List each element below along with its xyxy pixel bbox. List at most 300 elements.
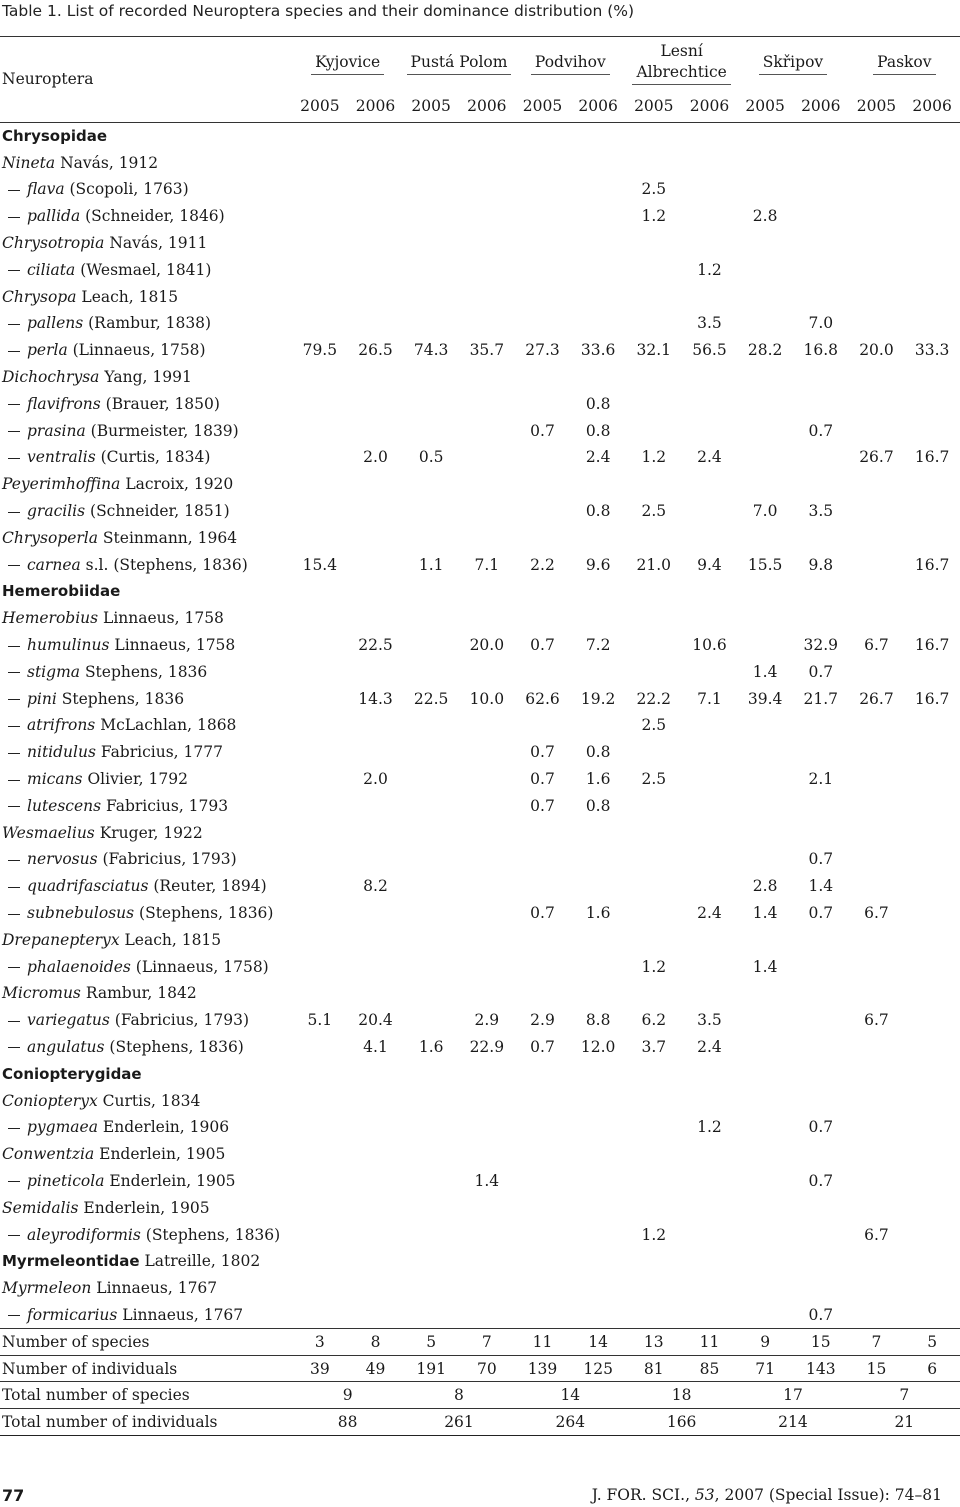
genus-name: Peyerimhoffina (2, 475, 121, 494)
value-cell (403, 390, 459, 417)
value-cell (348, 1221, 404, 1248)
value-cell (459, 390, 515, 417)
value-cell (403, 203, 459, 230)
value-cell (904, 1034, 960, 1061)
value-cell (292, 900, 348, 927)
value-cell (459, 1114, 515, 1141)
value-cell: 20.0 (859, 341, 894, 360)
genus-label (0, 283, 292, 310)
species-label (0, 1302, 292, 1329)
value-cell (570, 873, 626, 900)
author: (Burmeister, 1839) (85, 421, 239, 440)
species-label (0, 1034, 292, 1061)
dash-icon (8, 190, 20, 191)
value-cell: 22.2 (636, 689, 672, 708)
species-name: subnebulosus (27, 904, 135, 922)
author: Lacroix, 1920 (120, 475, 234, 494)
value-cell: 1.4 (808, 877, 834, 896)
value-cell (849, 1302, 905, 1329)
value-cell (570, 712, 626, 739)
species-label (0, 417, 292, 444)
value-cell (904, 739, 960, 766)
value-cell (515, 846, 571, 873)
value-cell (793, 1221, 849, 1248)
value-cell (515, 953, 571, 980)
species-row (0, 176, 960, 203)
value-cell (904, 390, 960, 417)
genus-label (0, 1275, 292, 1302)
genus-row (0, 283, 960, 310)
species-label (0, 873, 292, 900)
value-cell (737, 417, 793, 444)
value-cell (904, 176, 960, 203)
value-cell (348, 846, 404, 873)
author: Navás, 1912 (55, 153, 159, 172)
species-label (0, 551, 292, 578)
value-cell (570, 203, 626, 230)
value-cell: 22.9 (469, 1037, 505, 1056)
value-cell (793, 953, 849, 980)
value-cell (292, 498, 348, 525)
value-cell (292, 310, 348, 337)
value-cell (682, 846, 738, 873)
value-cell: 2.9 (474, 1011, 500, 1030)
author: (Fabricius, 1793) (109, 1011, 250, 1030)
summary-cell: 15 (866, 1359, 887, 1378)
value-cell (682, 1302, 738, 1329)
site-header: Lesní Albrechtice (626, 36, 737, 90)
dash-icon (8, 887, 20, 888)
table-caption: Table 1. List of recorded Neuroptera species and their dominance distribution (%) (2, 2, 635, 20)
value-cell (570, 1221, 626, 1248)
author: Rambur, 1842 (80, 984, 197, 1003)
journal-reference: J. FOR. SCI., 53, 2007 (Special Issue): 74–81 (591, 1486, 942, 1504)
value-cell (570, 1114, 626, 1141)
value-cell (793, 739, 849, 766)
value-cell (682, 739, 738, 766)
species-row (0, 337, 960, 364)
species-name: gracilis (27, 502, 86, 521)
genus-row (0, 471, 960, 498)
value-cell: 1.4 (752, 662, 778, 681)
value-cell: 0.7 (530, 796, 555, 815)
value-cell: 0.8 (585, 394, 611, 413)
value-cell (515, 498, 571, 525)
author: Enderlein, 1905 (94, 1145, 226, 1164)
genus-label (0, 605, 292, 632)
total-cell: 88 (337, 1413, 358, 1432)
species-row (0, 900, 960, 927)
year-header: 2006 (578, 97, 618, 115)
value-cell: 22.5 (358, 636, 393, 655)
species-name: stigma (27, 662, 81, 681)
species-label (0, 498, 292, 525)
value-cell: 32.1 (636, 341, 672, 360)
species-row (0, 873, 960, 900)
value-cell (459, 739, 515, 766)
value-cell (515, 256, 571, 283)
value-cell (292, 766, 348, 793)
value-cell: 26.7 (859, 448, 894, 467)
value-cell: 0.7 (530, 421, 555, 440)
value-cell (626, 310, 682, 337)
genus-row (0, 819, 960, 846)
species-label (0, 337, 292, 364)
summary-cell: 8 (370, 1332, 381, 1351)
family-row (0, 1060, 960, 1087)
summary-row (0, 1328, 960, 1355)
value-cell (737, 1034, 793, 1061)
value-cell: 21.0 (636, 555, 672, 574)
species-name: formicarius (27, 1305, 118, 1324)
dash-icon (8, 726, 20, 727)
author: McLachlan, 1868 (95, 716, 237, 735)
value-cell: 0.7 (808, 1171, 834, 1190)
dash-icon (8, 1181, 20, 1182)
value-cell: 0.8 (585, 743, 611, 762)
genus-row (0, 1194, 960, 1221)
value-cell (570, 310, 626, 337)
value-cell (682, 712, 738, 739)
value-cell (737, 1221, 793, 1248)
dash-icon (8, 1235, 20, 1236)
year-header: 2005 (634, 97, 674, 115)
species-name: angulatus (27, 1037, 105, 1056)
value-cell (904, 873, 960, 900)
value-cell (682, 658, 738, 685)
value-cell: 3.5 (808, 502, 834, 521)
value-cell (849, 953, 905, 980)
species-name: carnea (27, 555, 81, 574)
author: (Fabricius, 1793) (97, 850, 237, 869)
year-header: 2006 (355, 97, 396, 115)
author: Kruger, 1922 (94, 823, 203, 842)
value-cell: 16.7 (914, 636, 950, 655)
value-cell (682, 417, 738, 444)
value-cell: 2.0 (363, 770, 388, 789)
species-label (0, 1221, 292, 1248)
value-cell (348, 551, 404, 578)
species-name: prasina (27, 421, 86, 440)
value-cell: 7.1 (697, 689, 722, 708)
value-cell: 15.5 (747, 555, 783, 574)
summary-cell: 14 (588, 1332, 608, 1351)
value-cell (849, 498, 905, 525)
value-cell (904, 1221, 960, 1248)
value-cell: 19.2 (580, 689, 616, 708)
summary-cell: 13 (643, 1332, 664, 1351)
value-cell (348, 1168, 404, 1195)
total-cell: 166 (666, 1413, 697, 1432)
author: Stephens, 1836 (80, 662, 208, 681)
year-header: 2006 (912, 97, 952, 115)
value-cell (626, 873, 682, 900)
value-cell (793, 203, 849, 230)
value-cell (737, 390, 793, 417)
summary-cell: 3 (314, 1332, 325, 1351)
family-row (0, 123, 960, 150)
family-label (0, 578, 292, 605)
value-cell: 6.7 (864, 636, 889, 655)
species-row (0, 444, 960, 471)
value-cell (292, 203, 348, 230)
value-cell (904, 846, 960, 873)
value-cell (403, 417, 459, 444)
value-cell: 7.1 (474, 555, 500, 574)
value-cell: 6.7 (864, 1225, 889, 1244)
value-cell: 28.2 (747, 341, 783, 360)
value-cell (348, 1114, 404, 1141)
value-cell: 32.9 (803, 636, 839, 655)
value-cell (403, 792, 459, 819)
value-cell (403, 900, 459, 927)
value-cell: 4.1 (363, 1037, 388, 1056)
species-name: variegatus (27, 1011, 110, 1030)
genus-name: Hemerobius (2, 609, 99, 628)
value-cell: 7.0 (752, 502, 778, 521)
author: Fabricius, 1793 (101, 796, 229, 815)
genus-name: Coniopteryx (2, 1091, 98, 1110)
value-cell (682, 1221, 738, 1248)
dash-icon (8, 458, 20, 459)
species-label (0, 953, 292, 980)
species-label (0, 739, 292, 766)
value-cell (682, 873, 738, 900)
dash-icon (8, 1128, 20, 1129)
value-cell: 3.7 (641, 1037, 667, 1056)
summary-cell: 191 (416, 1359, 446, 1378)
value-cell (348, 310, 404, 337)
page-number: 77 (2, 1486, 25, 1505)
value-cell (459, 953, 515, 980)
value-cell: 0.7 (808, 662, 834, 681)
species-label (0, 766, 292, 793)
value-cell (292, 873, 348, 900)
summary-cell: 70 (476, 1359, 497, 1378)
site-header: Pustá Polom (403, 36, 514, 90)
value-cell (403, 1168, 459, 1195)
total-cell: 264 (555, 1413, 586, 1432)
value-cell (515, 1114, 571, 1141)
value-cell (403, 873, 459, 900)
summary-cell: 15 (810, 1332, 831, 1351)
value-cell (904, 1007, 960, 1034)
value-cell (737, 444, 793, 471)
species-row (0, 739, 960, 766)
value-cell (348, 900, 404, 927)
value-cell (626, 846, 682, 873)
family-name: Hemerobiidae (2, 582, 121, 601)
genus-label (0, 1194, 292, 1221)
total-cell: 14 (560, 1386, 581, 1405)
author: (Rambur, 1838) (83, 314, 212, 333)
value-cell (348, 203, 404, 230)
value-cell (515, 176, 571, 203)
value-cell (904, 203, 960, 230)
value-cell (403, 310, 459, 337)
value-cell (403, 846, 459, 873)
value-cell (570, 176, 626, 203)
value-cell (904, 310, 960, 337)
value-cell: 2.4 (697, 904, 722, 922)
value-cell (682, 1168, 738, 1195)
site-header: Podvihov (515, 36, 626, 90)
value-cell (515, 310, 571, 337)
total-cell: 9 (342, 1386, 353, 1405)
row-label-header: Neuroptera (2, 70, 94, 88)
author: Olivier, 1792 (82, 770, 188, 789)
value-cell (737, 792, 793, 819)
value-cell (515, 444, 571, 471)
summary-label: Number of species (2, 1332, 150, 1351)
species-label (0, 685, 292, 712)
value-cell: 3.5 (697, 314, 722, 333)
year-header: 2006 (689, 97, 730, 115)
value-cell (904, 953, 960, 980)
species-label (0, 1168, 292, 1195)
value-cell (292, 658, 348, 685)
author: Stephens, 1836 (56, 689, 185, 708)
value-cell (626, 739, 682, 766)
value-cell (737, 1302, 793, 1329)
value-cell: 1.2 (641, 207, 667, 226)
value-cell (793, 256, 849, 283)
genus-label (0, 364, 292, 391)
author: (Linnaeus, 1758) (130, 957, 269, 976)
value-cell (515, 658, 571, 685)
dash-icon (8, 646, 20, 647)
species-name: flava (27, 180, 65, 199)
value-cell (348, 792, 404, 819)
value-cell: 0.8 (585, 502, 611, 521)
genus-name: Nineta (2, 153, 56, 172)
species-row (0, 1168, 960, 1195)
value-cell (793, 792, 849, 819)
author: (Curtis, 1834) (95, 448, 211, 467)
value-cell (737, 846, 793, 873)
value-cell (849, 1034, 905, 1061)
total-cell: 7 (899, 1386, 910, 1405)
species-row (0, 846, 960, 873)
value-cell: 3.5 (697, 1011, 722, 1030)
value-cell (459, 1302, 515, 1329)
value-cell: 0.7 (530, 743, 555, 762)
total-label: Total number of species (2, 1386, 190, 1405)
author: (Wesmael, 1841) (75, 260, 212, 279)
value-cell (403, 766, 459, 793)
value-cell (737, 310, 793, 337)
total-cell: 18 (671, 1386, 692, 1405)
genus-name: Drepanepteryx (2, 930, 120, 949)
value-cell (515, 873, 571, 900)
species-row (0, 766, 960, 793)
value-cell: 20.4 (358, 1011, 393, 1030)
author: (Linnaeus, 1758) (67, 341, 206, 360)
year-header: 2005 (856, 97, 897, 115)
value-cell (737, 1007, 793, 1034)
genus-label (0, 980, 292, 1007)
total-cell: 8 (454, 1386, 464, 1405)
value-cell: 2.4 (585, 448, 611, 467)
value-cell (403, 1221, 459, 1248)
value-cell (626, 256, 682, 283)
value-cell: 0.7 (530, 1037, 555, 1056)
value-cell: 16.7 (914, 689, 950, 708)
genus-row (0, 364, 960, 391)
value-cell: 2.0 (363, 448, 388, 467)
value-cell (570, 1302, 626, 1329)
value-cell: 2.5 (641, 716, 667, 735)
value-cell (292, 176, 348, 203)
summary-cell: 81 (643, 1359, 664, 1378)
value-cell (403, 953, 459, 980)
value-cell (292, 739, 348, 766)
value-cell: 8.8 (585, 1011, 611, 1030)
value-cell (292, 632, 348, 659)
value-cell (403, 712, 459, 739)
value-cell (403, 658, 459, 685)
dash-icon (8, 914, 20, 915)
species-row (0, 712, 960, 739)
species-row (0, 256, 960, 283)
species-label (0, 712, 292, 739)
dash-icon (8, 351, 20, 352)
species-row (0, 953, 960, 980)
species-row (0, 310, 960, 337)
value-cell: 20.0 (469, 636, 505, 655)
genus-row (0, 980, 960, 1007)
value-cell (459, 310, 515, 337)
value-cell (292, 685, 348, 712)
genus-row (0, 149, 960, 176)
value-cell (737, 712, 793, 739)
value-cell (626, 658, 682, 685)
value-cell (292, 792, 348, 819)
value-cell: 16.8 (803, 341, 839, 360)
author: (Reuter, 1894) (148, 877, 267, 896)
value-cell (849, 739, 905, 766)
value-cell: 0.8 (585, 796, 611, 815)
value-cell (737, 1168, 793, 1195)
value-cell: 1.6 (418, 1037, 444, 1056)
species-name: phalaenoides (27, 957, 131, 976)
value-cell (904, 417, 960, 444)
value-cell (570, 256, 626, 283)
value-cell (292, 444, 348, 471)
value-cell: 0.7 (530, 770, 555, 789)
dash-icon (8, 270, 20, 271)
value-cell (459, 900, 515, 927)
family-label (0, 1060, 292, 1087)
value-cell (459, 498, 515, 525)
value-cell (348, 176, 404, 203)
value-cell (459, 873, 515, 900)
value-cell (515, 1168, 571, 1195)
site-header: Paskov (849, 36, 960, 90)
value-cell (292, 712, 348, 739)
species-label (0, 658, 292, 685)
value-cell (626, 417, 682, 444)
species-row (0, 1302, 960, 1329)
value-cell (348, 1302, 404, 1329)
value-cell (793, 1007, 849, 1034)
summary-cell: 11 (532, 1332, 553, 1351)
value-cell: 56.5 (692, 341, 727, 360)
value-cell: 35.7 (469, 341, 505, 360)
genus-label (0, 149, 292, 176)
site-header: Kyjovice (292, 36, 403, 90)
author: (Schneider, 1851) (85, 502, 230, 521)
